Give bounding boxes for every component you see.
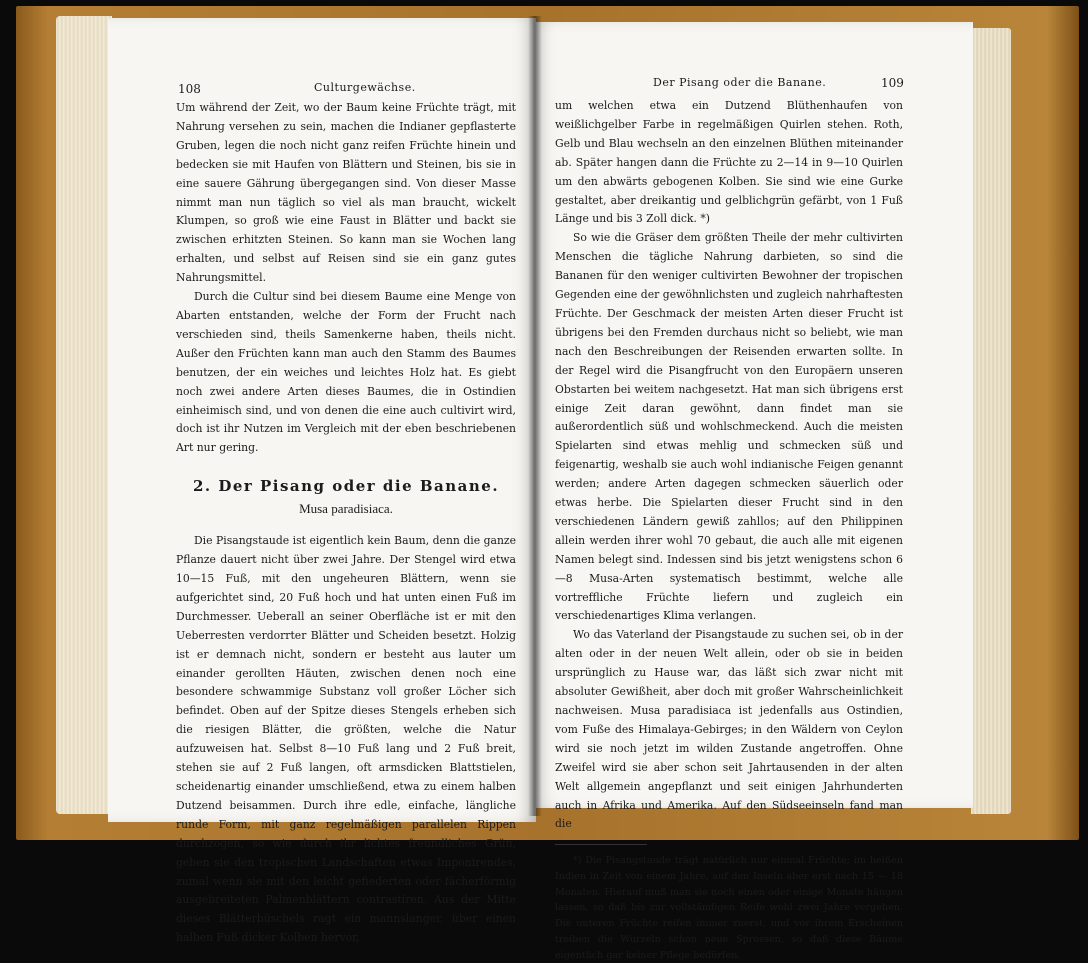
- right-page-text: [555, 97, 903, 963]
- paragraph: Um während der Zeit, wo der Baum keine Früchte trägt, mit Nahrung versehen zu sein, machen die Indianer gepflasterte Gruben, legen die noch nicht ganz reifen Früchte hinein und bedecken sie mit Haufen von Blättern und Steinen, bis sie in eine sauere Gährung übergegangen sind. Von dieser Masse nimmt man nun täglich so viel als man braucht, wickelt Klumpen, so groß wie eine Faust in Blätter und backt sie zwischen erhitzten Steinen. So kann man sie Wochen lang erhalten, und selbst auf Reisen sind sie ein ganz gutes Nahrungsmittel.: [176, 101, 516, 285]
- page-edges-right: [971, 28, 1011, 814]
- footnote: [555, 853, 903, 963]
- paragraph: So wie die Gräser dem größten Theile der mehr cultivirten Menschen die tägliche Nahrung darbieten, so sind die Bananen für den weniger cultivirten Bewohner der tropischen Gegenden eine der gewöhnlichsten und zugleich nahrhaftesten Früchte. Der Geschmack der meisten Arten dieser Frucht ist übrigens bei den Fremden durchaus nicht so beliebt, wie man nach den Beschreibungen der Reisenden erwarten sollte. In der Regel wird die Pisangfrucht von den Europäern unseren Obstarten bei weitem nachgesetzt. Hat man sich übrigens erst einige Zeit daran gewöhnt, dann findet man sie außerordentlich süß und wohlschmeckend. Auch die meisten Spielarten sind etwas mehlig und schmecken süß und feigenartig, weshalb sie auch wohl indianische Feigen genannt werden; andere Arten dagegen schmecken säuerlich oder etwas herbe. Die Spielarten dieser Frucht sind in den verschiedenen Ländern gewiß zahllos; auf den Philippinen allein werden ihrer wohl 70 gebaut, die auch alle mit eigenen Namen belegt sind. Indessen sind bis jetzt wenigstens schon 6—8 Musa-Arten systematisch bestimmt, welche alle vortreffliche Früchte liefern und zugleich ein verschiedenartiges Klima verlangen.: [555, 231, 903, 623]
- page-edges-left: [56, 16, 112, 814]
- paragraph: um welchen etwa ein Dutzend Blüthenhaufen von weißlichgelber Farbe in regelmäßigen Quirlen stehen. Roth, Gelb und Blau wechseln an den einzelnen Blüthen miteinander ab. Später hangen dann die Früchte zu 2—14 in 9—10 Quirlen um den abwärts gebogenen Kolben. Sie sind wie eine Gurke gestaltet, aber dreikantig und gelblichgrün gefärbt, von 1 Fuß Länge und bis 3 Zoll dick. *): [555, 99, 903, 226]
- section-heading: 2. Der Pisang oder die Banane.: [192, 477, 500, 496]
- page-number: 108: [178, 82, 201, 96]
- right-page: [533, 22, 973, 961]
- paragraph: Durch die Cultur sind bei diesem Baume eine Menge von Abarten entstanden, welche der Form der Frucht nach verschieden sind, theils Samenkerne haben, theils nicht. Außer den Früchten kann man auch den Stamm des Baumes benutzen, der ein weiches und leichtes Holz hat. Es giebt noch zwei andere Arten dieses Baumes, die in Ostindien einheimisch sind, und von denen die eine auch cultivirt wird, doch ist ihr Nutzen im Vergleich mit der eben beschriebenen Art nur gering.: [176, 290, 516, 455]
- book-spread: [16, 6, 1079, 961]
- paragraph: Die Pisangstaude ist eigentlich kein Baum, denn die ganze Pflanze dauert nicht über zwei Jahre. Der Stengel wird etwa 10—15 Fuß, mit den ungeheuren Blättern, wenn sie aufgerichtet sind, 20 Fuß hoch und hat unten einen Fuß im Durchmesser. Ueberall an seiner Oberfläche ist er mit den Ueberresten verdorrter Blätter und Scheiden besetzt. Holzig ist er demnach nicht, sondern er besteht aus lauter um einander gerollten Häuten, zwischen denen noch eine besondere schwammige Substanz voll großer Löcher sich befindet. Oben auf der Spitze dieses Stengels erheben sich die riesigen Blätter, die größten, welche die Natur aufzuweisen hat. Selbst 8—10 Fuß lang und 2 Fuß breit, stehen sie auf 2 Fuß langen, oft armsdicken Blattstielen, scheidenartig einander umschließend, etwa zu einem halben Dutzend beisammen. Durch ihre edle, einfache, längliche runde Form, mit ganz regelmäßigen parallelen Rippen durchzogen, so wie durch ihr lichtes freundliches Grün, geben sie den tropischen Landschaften etwas Imponirendes, zumal wenn sie mit den leicht gefiederten oder fächerförmig ausgebreiteten Palmenblättern contrastiren. Aus der Mitte dieses Blätterbüschels ragt ein mannslanger, über einen halben Fuß dicker Kolben hervor,: [176, 534, 516, 945]
- book-gutter: [528, 16, 542, 816]
- section-latin-name: Musa paradisiaca.: [299, 501, 393, 517]
- left-page-text: [176, 99, 516, 948]
- running-head: Culturgewächse.: [314, 81, 416, 94]
- running-head: Der Pisang oder die Banane.: [653, 76, 827, 89]
- page-number: 109: [881, 76, 904, 90]
- paragraph: Wo das Vaterland der Pisangstaude zu suchen sei, ob in der alten oder in der neuen Welt allein, oder ob sie in beiden ursprünglich zu Hause war, das läßt sich zwar nicht mit absoluter Gewißheit, aber doch mit großer Wahrscheinlichkeit nachweisen. Musa paradisiaca ist jedenfalls aus Ostindien, vom Fuße des Himalaya-Gebirges; in den Wäldern von Ceylon wird sie noch jetzt im wilden Zustande angetroffen. Ohne Zweifel wird sie aber schon seit Jahrtausenden in der alten Welt allgemein angepflanzt und seit einigen Jahrhunderten auch in Afrika und Amerika. Auf den Südseeinseln fand man die: [555, 628, 903, 831]
- footnote-text: *) Die Pisangstaude trägt natürlich nur einmal Früchte; im heißen Indien in Zeit von einem Jahre, auf den Inseln aber erst nach 15 — 18 Monaten. Hierauf muß man sie noch einen oder einige Monate hängen lassen, so daß bis zur vollständigen Reife wohl zwei Jahre vergehen. Die unteren Früchte reifen immer zuerst, und vor ihrem Erscheinen treiben die Wurzeln schon neue Sprossen, so daß diese Bäume eigentlich gar keiner Pflege bedürfen.: [555, 855, 903, 961]
- left-page: [108, 18, 536, 945]
- footnote-rule: [555, 844, 647, 845]
